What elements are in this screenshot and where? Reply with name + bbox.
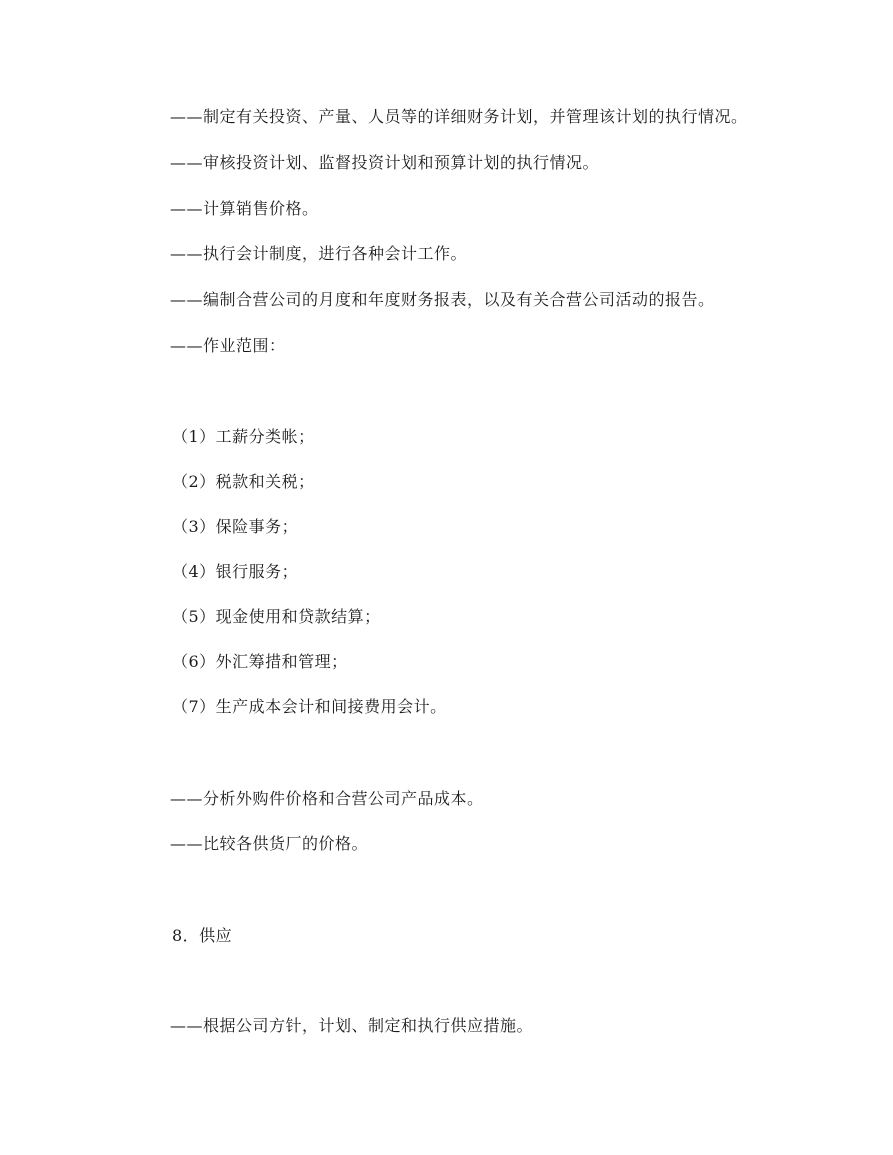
paragraph-line: ——编制合营公司的月度和年度财务报表，以及有关合营公司活动的报告。 — [170, 290, 715, 309]
section-heading: 8．供应 — [172, 926, 233, 945]
paragraph-line: ——分析外购件价格和合营公司产品成本。 — [170, 789, 484, 808]
scope-list-item: （2）税款和关税； — [172, 472, 315, 491]
scope-list-item: （6）外汇筹措和管理； — [172, 652, 348, 671]
paragraph-line: ——审核投资计划、监督投资计划和预算计划的执行情况。 — [170, 153, 600, 172]
paragraph-line: ——作业范围： — [170, 336, 286, 355]
scope-list-item: （3）保险事务； — [172, 517, 299, 536]
paragraph-line: ——制定有关投资、产量、人员等的详细财务计划，并管理该计划的执行情况。 — [170, 107, 748, 126]
scope-list-item: （5）现金使用和贷款结算； — [172, 607, 381, 626]
paragraph-line: ——比较各供货厂的价格。 — [170, 834, 369, 853]
scope-list-item: （4）银行服务； — [172, 562, 299, 581]
paragraph-line: ——计算销售价格。 — [170, 199, 319, 218]
paragraph-line: ——执行会计制度，进行各种会计工作。 — [170, 244, 468, 263]
scope-list-item: （1）工薪分类帐； — [172, 427, 315, 446]
scope-list-item: （7）生产成本会计和间接费用会计。 — [172, 697, 447, 716]
paragraph-line: ——根据公司方针，计划、制定和执行供应措施。 — [170, 1016, 534, 1035]
